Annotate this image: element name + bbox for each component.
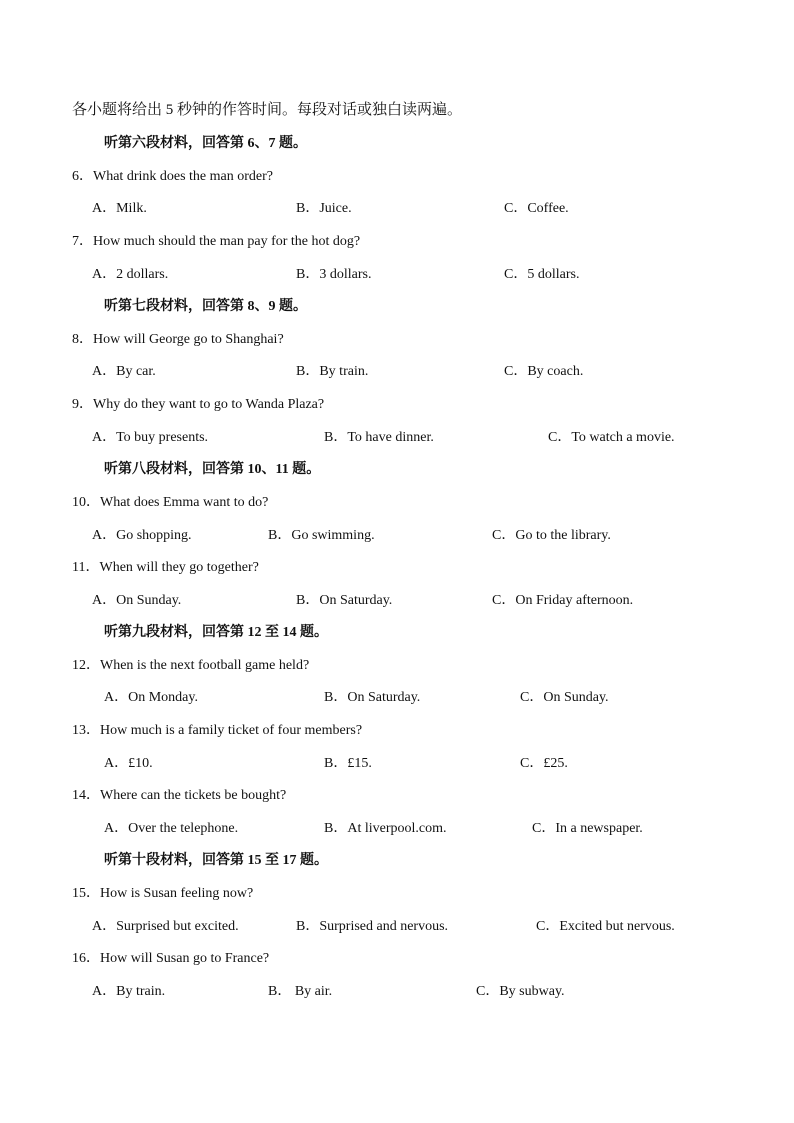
- question-14-option-a: A．Over the telephone.: [104, 821, 239, 836]
- question-7-stem: 7．How much should the man pay for the hot dog?: [72, 234, 361, 249]
- section-heading-10: 听第十段材料，回答第 15 至 17 题。: [104, 853, 328, 868]
- question-8-option-b: B．By train.: [296, 364, 369, 379]
- question-16-stem: 16．How will Susan go to France?: [72, 951, 270, 966]
- question-7-option-b: B．3 dollars.: [296, 267, 372, 282]
- question-12-stem: 12．When is the next football game held?: [72, 658, 310, 673]
- question-15-option-c: C．Excited but nervous.: [536, 919, 675, 934]
- question-11-option-b: B．On Saturday.: [296, 593, 393, 608]
- question-11-stem: 11．When will they go together?: [72, 560, 259, 575]
- question-8-stem: 8．How will George go to Shanghai?: [72, 332, 284, 347]
- question-16-option-b: B． By air.: [268, 984, 333, 999]
- question-14-option-b: B．At liverpool.com.: [324, 821, 447, 836]
- question-8-option-a: A．By car.: [92, 364, 156, 379]
- question-10-stem: 10．What does Emma want to do?: [72, 495, 269, 510]
- question-15-option-b: B．Surprised and nervous.: [296, 919, 449, 934]
- question-7-option-a: A．2 dollars.: [92, 267, 169, 282]
- question-13-option-b: B．£15.: [324, 756, 372, 771]
- question-9-option-c: C．To watch a movie.: [548, 430, 675, 445]
- question-10-option-b: B．Go swimming.: [268, 528, 375, 543]
- question-14-stem: 14．Where can the tickets be bought?: [72, 788, 287, 803]
- question-11-option-c: C．On Friday afternoon.: [492, 593, 634, 608]
- question-15-stem: 15．How is Susan feeling now?: [72, 886, 254, 901]
- question-12-option-c: C．On Sunday.: [520, 690, 609, 705]
- question-6-stem: 6．What drink does the man order?: [72, 169, 273, 184]
- question-8-option-c: C．By coach.: [504, 364, 584, 379]
- question-16-option-c: C．By subway.: [476, 984, 565, 999]
- question-9-stem: 9．Why do they want to go to Wanda Plaza?: [72, 397, 325, 412]
- question-16-option-a: A．By train.: [92, 984, 166, 999]
- question-12-option-b: B．On Saturday.: [324, 690, 421, 705]
- question-13-option-c: C．£25.: [520, 756, 568, 771]
- question-13-option-a: A．£10.: [104, 756, 153, 771]
- question-14-option-c: C．In a newspaper.: [532, 821, 643, 836]
- question-12-option-a: A．On Monday.: [104, 690, 198, 705]
- question-7-option-c: C．5 dollars.: [504, 267, 580, 282]
- question-9-option-b: B．To have dinner.: [324, 430, 434, 445]
- section-heading-7: 听第七段材料，回答第 8、9 题。: [104, 299, 307, 314]
- section-heading-9: 听第九段材料，回答第 12 至 14 题。: [104, 625, 328, 640]
- question-13-stem: 13．How much is a family ticket of four members?: [72, 723, 363, 738]
- question-6-option-b: B．Juice.: [296, 201, 352, 216]
- section-heading-6: 听第六段材料，回答第 6、7 题。: [104, 136, 307, 151]
- question-6-option-a: A．Milk.: [92, 201, 147, 216]
- question-15-option-a: A．Surprised but excited.: [92, 919, 239, 934]
- section-heading-8: 听第八段材料，回答第 10、11 题。: [104, 462, 321, 477]
- question-11-option-a: A．On Sunday.: [92, 593, 182, 608]
- question-10-option-a: A．Go shopping.: [92, 528, 192, 543]
- question-6-option-c: C．Coffee.: [504, 201, 569, 216]
- instructions-text: 各小题将给出 5 秒钟的作答时间。每段对话或独白读两遍。: [72, 102, 463, 118]
- question-9-option-a: A．To buy presents.: [92, 430, 209, 445]
- question-10-option-c: C．Go to the library.: [492, 528, 611, 543]
